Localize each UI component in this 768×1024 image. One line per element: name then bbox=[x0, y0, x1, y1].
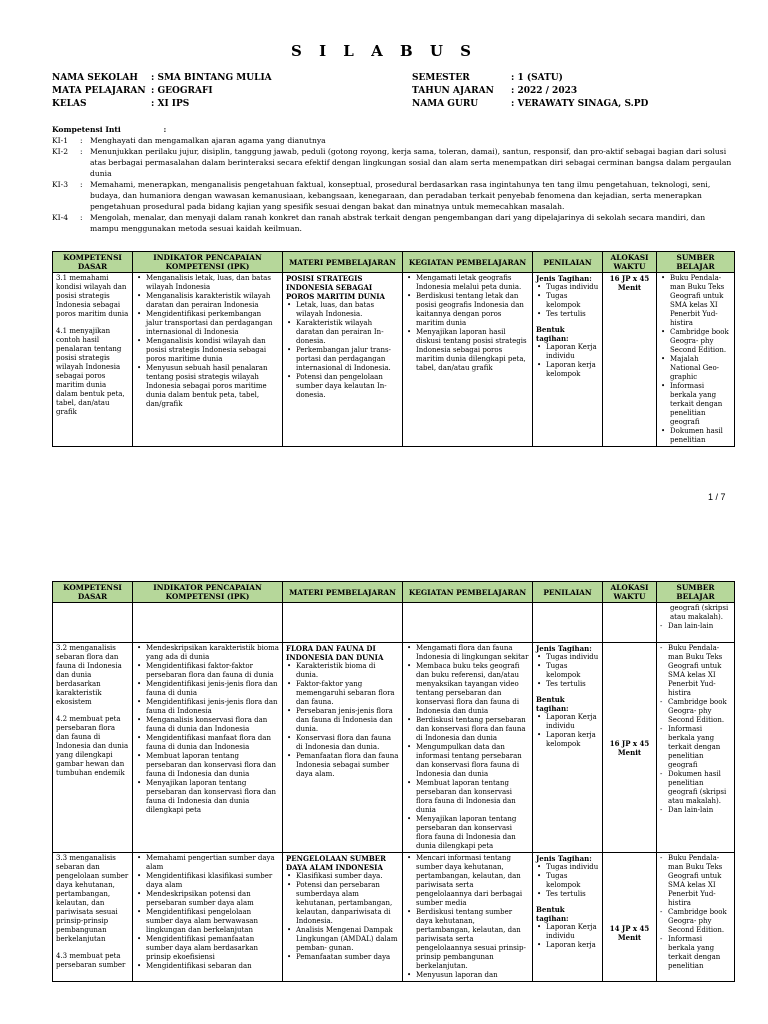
col-header: PENILAIAN bbox=[533, 582, 603, 603]
kompetensi-inti bbox=[52, 124, 732, 234]
col-header: INDIKATOR PENCAPAIAN KOMPETENSI (IPK) bbox=[133, 252, 283, 273]
col-header: ALOKASI WAKTU bbox=[603, 582, 657, 603]
ki-text: Menghayati dan mengamalkan ajaran agama yang dianutnya bbox=[90, 136, 326, 145]
sumber-item: - Dan lain-lain bbox=[660, 622, 731, 631]
alokasi-cell bbox=[603, 853, 657, 982]
ki-item bbox=[52, 212, 732, 234]
ki-item bbox=[52, 146, 732, 179]
penilaian-item: • Tugas individu bbox=[536, 283, 599, 292]
kegiatan-item: • Menyusun laporan dan bbox=[406, 971, 529, 980]
page-number: 1 / 7 bbox=[708, 492, 726, 502]
kegiatan-item: • Mengamati flora dan fauna Indonesia di lingkungan sekitar bbox=[406, 644, 529, 662]
kd-text: 3.2 menganalisis sebaran flora dan fauna di Indonesia dan dunia berdasarkan karakteristik ekosistem bbox=[56, 644, 122, 706]
col-header: MATERI PEMBELAJARAN bbox=[283, 582, 403, 603]
alokasi-waktu: 16 JP x 45 Menit bbox=[609, 274, 650, 292]
ipk-item: • Menyusun sebuah hasil penalaran tentang posisi strategis wilayah Indonesia sebagai poros maritime dunia dalam bentuk peta, tabel, dan/grafik bbox=[136, 364, 279, 409]
materi-cell bbox=[283, 273, 403, 447]
sumber-cell bbox=[657, 273, 735, 447]
sumber-item: - Dokumen hasil penelitian geografi (skripsi atau makalah). bbox=[660, 770, 731, 806]
kegiatan-item: • Berdiskusi tentang letak dan posisi geografis Indonesia dan kaitannya dengan poros maritim dunia bbox=[406, 292, 529, 328]
materi-item: • Perkembangan jalur trans- portasi dan perdagangan internasional di Indonesia. bbox=[286, 346, 399, 373]
sumber-item: - Buku Pendala- man Buku Teks Geografi untuk SMA kelas XI Penerbit Yud- histira bbox=[660, 854, 731, 908]
table-header-row bbox=[53, 252, 735, 273]
materi-item: • Klasifikasi sumber daya. bbox=[286, 872, 399, 881]
penilaian-item: • Tes tertulis bbox=[536, 310, 599, 319]
sumber-item: • Informasi berkala yang terkait dengan penelitian geografi bbox=[660, 382, 731, 427]
materi-item: • Karakteristik bioma di dunia. bbox=[286, 662, 399, 680]
ki-text: Memahami, menerapkan, menganalisis pengetahuan faktual, konseptual, prosedural berdasarkan rasa ingintahunya ten tang ilmu pengetahuan, teknologi, seni, budaya, dan humaniora dengan wawasan kemanusiaan, kebangsaan, kenegaraan, dan peradaban terkait penyebab fenomena dan kejadian, serta menerapkan pengetahuan prosedural pada bidang kajian yang spesifik sesuai dengan bakat dan minatnya untuk memecahkan masalah. bbox=[90, 180, 711, 211]
penilaian-item: • Tugas kelompok bbox=[536, 662, 599, 680]
ki-text: Menunjukkan perilaku jujur, disiplin, tanggung jawab, peduli (gotong royong, kerja sama, toleran, damai), santun, responsif, dan pro-aktif sebagai bagian dari solusi atas berbagai permasalahan dalam berinteraksi secara efektif dengan lingkungan sosial dan alam serta menempatkan diri sebagai cerminan bangsa dalam pergaulan dunia bbox=[90, 147, 732, 178]
ipk-cell bbox=[133, 643, 283, 853]
penilaian-item: • Tes tertulis bbox=[536, 680, 599, 689]
kompetensi-dasar-cell bbox=[53, 273, 133, 447]
materi-item: • Letak, luas, dan batas wilayah Indonesia. bbox=[286, 301, 399, 319]
kd-text: 4.3 membuat peta persebaran sumber bbox=[56, 952, 126, 969]
materi-item: • Persebaran jenis-jenis flora dan fauna di Indonesia dan dunia. bbox=[286, 707, 399, 734]
penilaian-item: • Tugas individu bbox=[536, 863, 599, 872]
ki-code: KI-4 bbox=[52, 213, 69, 222]
semester-info bbox=[412, 72, 648, 111]
penilaian-jenis-label: Jenis Tagihan: bbox=[536, 644, 592, 653]
empty-cell bbox=[283, 603, 403, 643]
ki-sep: : bbox=[80, 180, 83, 189]
penilaian-item: • Tugas kelompok bbox=[536, 872, 599, 890]
kegiatan-item: • Menyajikan laporan tentang persebaran dan konservasi flora fauna di Indonesia dan dunia dilengkapi peta bbox=[406, 815, 529, 851]
col-header: SUMBER BELAJAR bbox=[657, 252, 735, 273]
ki-text: Mengolah, menalar, dan menyaji dalam ranah konkret dan ranah abstrak terkait dengan pengembangan dari yang dipelajarinya di sekolah secara mandiri, dan mampu menggunakan metoda sesuai kaidah keilmuan. bbox=[90, 213, 706, 233]
penilaian-item: • Laporan Kerja individu bbox=[536, 343, 599, 361]
kd-text: 4.1 menyajikan contoh hasil penalaran tentang posisi strategis wilayah Indonesia sebagai poros maritim dunia dalam bentuk peta, tabel, dan/atau grafik bbox=[56, 327, 125, 416]
penilaian-bentuk-label: Bentuk tagihan: bbox=[536, 905, 569, 923]
penilaian-cell bbox=[533, 273, 603, 447]
ki-heading-text: Kompetensi Inti bbox=[52, 125, 121, 134]
ipk-item: • Mengidentifikasi pengelolaan sumber daya alam berwawasan lingkungan dan berkelanjutan bbox=[136, 908, 279, 935]
materi-heading: FLORA DAN FAUNA DI INDONESIA DAN DUNIA bbox=[286, 644, 384, 662]
col-header: KEGIATAN PEMBELAJARAN bbox=[403, 582, 533, 603]
materi-cell bbox=[283, 853, 403, 982]
meta-label: MATA PELAJARAN bbox=[52, 86, 146, 96]
ki-code: KI-1 bbox=[52, 136, 69, 145]
penilaian-bentuk-label: Bentuk tagihan: bbox=[536, 695, 569, 713]
ipk-item: • Menganalisis kondisi wilayah dan posisi strategis Indonesia sebagai poros maritime dunia bbox=[136, 337, 279, 364]
kegiatan-item: • Berdiskusi tentang persebaran dan konservasi flora dan fauna di Indonesia dan dunia bbox=[406, 716, 529, 743]
ipk-item: • Mengidentifikasi manfaat flora dan fauna di dunia dan Indonesia bbox=[136, 734, 279, 752]
penilaian-jenis-label: Jenis Tagihan: bbox=[536, 274, 592, 283]
materi-item: • Karakteristik wilayah daratan dan perairan In- donesia. bbox=[286, 319, 399, 346]
sumber-item: - Dan lain-lain bbox=[660, 806, 731, 815]
materi-cell bbox=[283, 643, 403, 853]
meta-label: NAMA GURU bbox=[412, 99, 479, 109]
ipk-item: • Menganalisis konservasi flora dan fauna di dunia dan Indonesia bbox=[136, 716, 279, 734]
meta-label: NAMA SEKOLAH bbox=[52, 73, 138, 83]
empty-cell bbox=[603, 603, 657, 643]
penilaian-bentuk-label: Bentuk tagihan: bbox=[536, 325, 569, 343]
ipk-item: • Mengidentifikasi perkembangan jalur transportasi dan perdagangan internasional di Indonesia bbox=[136, 310, 279, 337]
meta-value: : 2022 / 2023 bbox=[511, 86, 578, 96]
col-header: ALOKASI WAKTU bbox=[603, 252, 657, 273]
ipk-item: • Mengidentifikasi sebaran dan bbox=[136, 962, 279, 971]
materi-item: • Pemanfaatan flora dan fauna Indonesia sebagai sumber daya alam. bbox=[286, 752, 399, 779]
kegiatan-item: • Membuat laporan tentang persebaran dan konservasi flora fauna di Indonesia dan dunia bbox=[406, 779, 529, 815]
kegiatan-item: • Berdiskusi tentang sumber daya kehutanan, pertambangan, kelautan, dan pariwisata serta pengelolaannya sesuai prinsip-prinsip pembangunan berkelanjutan. bbox=[406, 908, 529, 971]
penilaian-cell bbox=[533, 853, 603, 982]
alokasi-cell bbox=[603, 273, 657, 447]
empty-cell bbox=[403, 603, 533, 643]
table-header-row bbox=[53, 582, 735, 603]
meta-value: : VERAWATY SINAGA, S.PD bbox=[511, 99, 649, 109]
meta-label: SEMESTER bbox=[412, 73, 470, 83]
empty-cell bbox=[53, 603, 133, 643]
meta-row bbox=[52, 98, 272, 111]
kd-text: 3.1 memahami kondisi wilayah dan posisi strategis Indonesia sebagai poros maritim dunia bbox=[56, 274, 129, 318]
ipk-item: • Mengidentifikasi klasifikasi sumber daya alam bbox=[136, 872, 279, 890]
kegiatan-item: • Mengamati letak geografis Indonesia melalui peta dunia. bbox=[406, 274, 529, 292]
sumber-item: - Buku Pendala- man Buku Teks Geografi untuk SMA kelas XI Penerbit Yud- histira bbox=[660, 644, 731, 698]
sumber-item: • Cambridge book Geogra- phy Second Edition. bbox=[660, 328, 731, 355]
col-header: MATERI PEMBELAJARAN bbox=[283, 252, 403, 273]
empty-cell bbox=[533, 603, 603, 643]
ipk-cell bbox=[133, 273, 283, 447]
ki-sep: : bbox=[80, 147, 83, 156]
ipk-item: • Mendeskripsikan potensi dan persebaran sumber daya alam bbox=[136, 890, 279, 908]
materi-heading: PENGELOLAAN SUMBER DAYA ALAM INDONESIA bbox=[286, 854, 386, 872]
kegiatan-item: • Membaca buku teks geografi dan buku referensi, dan/atau menyaksikan tayangan video tentang persebaran dan konservasi flora dan fauna di Indonesia dan dunia bbox=[406, 662, 529, 716]
sumber-cell bbox=[657, 853, 735, 982]
penilaian-item: • Tugas individu bbox=[536, 653, 599, 662]
sumber-item: • Dokumen hasil penelitian bbox=[660, 427, 731, 445]
ipk-item: • Mengidentifikasi jenis-jenis flora dan fauna di Indonesia bbox=[136, 698, 279, 716]
kegiatan-cell bbox=[403, 853, 533, 982]
penilaian-item: • Laporan kerja kelompok bbox=[536, 731, 599, 749]
materi-item: • Faktor-faktor yang memengaruhi sebaran flora dan fauna. bbox=[286, 680, 399, 707]
ipk-item: • Mengidentifikasi jenis-jenis flora dan fauna di dunia bbox=[136, 680, 279, 698]
empty-cell bbox=[133, 603, 283, 643]
penilaian-item: • Laporan Kerja individu bbox=[536, 713, 599, 731]
materi-item: • Pemanfaatan sumber daya bbox=[286, 953, 399, 962]
ki-code: KI-3 bbox=[52, 180, 69, 189]
meta-label: TAHUN AJARAN bbox=[412, 86, 494, 96]
sumber-item: - Cambridge book Geogra- phy Second Edition. bbox=[660, 698, 731, 725]
col-header: SUMBER BELAJAR bbox=[657, 582, 735, 603]
ipk-item: • Membuat laporan tentang persebaran dan konservasi flora dan fauna di Indonesia dan dunia bbox=[136, 752, 279, 779]
ipk-item: • Mendeskripsikan karakteristik bioma yang ada di dunia bbox=[136, 644, 279, 662]
table-row bbox=[53, 273, 735, 447]
penilaian-item: • Tugas kelompok bbox=[536, 292, 599, 310]
meta-value: : GEOGRAFI bbox=[151, 86, 213, 96]
document-page-2 bbox=[0, 575, 768, 1024]
col-header: INDIKATOR PENCAPAIAN KOMPETENSI (IPK) bbox=[133, 582, 283, 603]
sumber-item: - Cambridge book Geogra- phy Second Edition. bbox=[660, 908, 731, 935]
ki-item bbox=[52, 179, 732, 212]
ki-heading bbox=[52, 124, 732, 135]
meta-value: : 1 (SATU) bbox=[511, 73, 563, 83]
alokasi-cell bbox=[603, 643, 657, 853]
kegiatan-item: • Mencari informasi tentang sumber daya kehutanan, pertambangan, kelautan, dan pariwisata serta pengelolaannya dari berbagai sumber media bbox=[406, 854, 529, 908]
ki-heading-colon: : bbox=[163, 125, 167, 134]
meta-row bbox=[412, 98, 648, 111]
document-title: S I L A B U S bbox=[291, 42, 477, 60]
meta-label: KELAS bbox=[52, 99, 87, 109]
ipk-item: • Mengidentifikasi pemanfaatan sumber daya alam berdasarkan prinsip ekoefisiensi bbox=[136, 935, 279, 962]
sumber-cell bbox=[657, 643, 735, 853]
table-row bbox=[53, 603, 735, 643]
sumber-item: - Informasi berkala yang terkait dengan penelitian geografi bbox=[660, 725, 731, 770]
ipk-item: • Menganalisis letak, luas, dan batas wilayah Indonesia bbox=[136, 274, 279, 292]
ki-code: KI-2 bbox=[52, 147, 69, 156]
kegiatan-cell bbox=[403, 273, 533, 447]
penilaian-item: • Laporan Kerja individu bbox=[536, 923, 599, 941]
materi-item: • Potensi dan pengelolaan sumber daya kelautan In- donesia. bbox=[286, 373, 399, 400]
kegiatan-item: • Mengumpulkan data dan informasi tentang persebaran dan konservasi flora fauna di Indonesia dan dunia bbox=[406, 743, 529, 779]
ipk-item: • Memahami pengertian sumber daya alam bbox=[136, 854, 279, 872]
syllabus-table bbox=[52, 581, 735, 982]
materi-item: • Analisis Mengenai Dampak Lingkungan (AMDAL) dalam pemban- gunan. bbox=[286, 926, 399, 953]
sumber-item: • Buku Pendala- man Buku Teks Geografi untuk SMA kelas XI Penerbit Yud- histira bbox=[660, 274, 731, 328]
meta-row bbox=[412, 85, 648, 98]
sumber-cell bbox=[657, 603, 735, 643]
penilaian-jenis-label: Jenis Tagihan: bbox=[536, 854, 592, 863]
meta-value: : SMA BINTANG MULIA bbox=[151, 73, 272, 83]
sumber-item: - Informasi berkala yang terkait dengan penelitian bbox=[660, 935, 731, 971]
ki-item bbox=[52, 135, 732, 146]
kd-text: 4.2 membuat peta persebaran flora dan fauna di Indonesia dan dunia yang dilengkapi gambar hewan dan tumbuhan endemik bbox=[56, 715, 129, 777]
ipk-item: • Mengidentifikasi faktor-faktor persebaran flora dan fauna di dunia bbox=[136, 662, 279, 680]
kd-text: 3.3 menganalisis sebaran dan pengelolaan sumber daya kehutanan, pertambangan, kelautan, dan pariwisata sesuai prinsip-prinsip pembangunan berkelanjutan bbox=[56, 854, 129, 943]
col-header: KEGIATAN PEMBELAJARAN bbox=[403, 252, 533, 273]
meta-row bbox=[52, 72, 272, 85]
alokasi-waktu: 16 JP x 45 Menit bbox=[609, 738, 650, 757]
ipk-item: • Menyajikan laporan tentang persebaran dan konservasi flora dan fauna di Indonesia dan dunia dilengkapi peta bbox=[136, 779, 279, 815]
alokasi-waktu: 14 JP x 45 Menit bbox=[609, 924, 650, 942]
col-header: KOMPETENSI DASAR bbox=[53, 582, 133, 603]
meta-row bbox=[52, 85, 272, 98]
meta-value: : XI IPS bbox=[151, 99, 190, 109]
sumber-item: • Majalah National Geo- graphic bbox=[660, 355, 731, 382]
ipk-cell bbox=[133, 853, 283, 982]
ki-sep: : bbox=[80, 136, 83, 145]
ki-sep: : bbox=[80, 213, 83, 222]
school-info bbox=[52, 72, 272, 111]
penilaian-item: • Tes tertulis bbox=[536, 890, 599, 899]
table-row bbox=[53, 853, 735, 982]
ipk-item: • Menganalisis karakteristik wilayah daratan dan perairan Indonesia bbox=[136, 292, 279, 310]
penilaian-cell bbox=[533, 643, 603, 853]
kompetensi-dasar-cell bbox=[53, 643, 133, 853]
kegiatan-cell bbox=[403, 643, 533, 853]
meta-row bbox=[412, 72, 648, 85]
penilaian-item: • Laporan kerja kelompok bbox=[536, 361, 599, 379]
col-header: PENILAIAN bbox=[533, 252, 603, 273]
materi-item: • Potensi dan persebaran sumberdaya alam kehutanan, pertambangan, kelautan, danpariwisata di Indonesia. bbox=[286, 881, 399, 926]
kompetensi-dasar-cell bbox=[53, 853, 133, 982]
syllabus-table bbox=[52, 251, 735, 447]
penilaian-item: • Laporan kerja bbox=[536, 941, 599, 950]
kegiatan-item: • Menyajikan laporan hasil diskusi tentang posisi strategis Indonesia sebagai poros maritim dunia dilengkapi peta, tabel, dan/atau grafik bbox=[406, 328, 529, 373]
materi-item: • Konservasi flora dan fauna di Indonesia dan dunia. bbox=[286, 734, 399, 752]
materi-heading: POSISI STRATEGIS INDONESIA SEBAGAI POROS MARITIM DUNIA bbox=[286, 274, 385, 301]
sumber-carry-text: geografi (skripsi atau makalah). bbox=[670, 604, 729, 621]
table-row bbox=[53, 643, 735, 853]
col-header: KOMPETENSI DASAR bbox=[53, 252, 133, 273]
